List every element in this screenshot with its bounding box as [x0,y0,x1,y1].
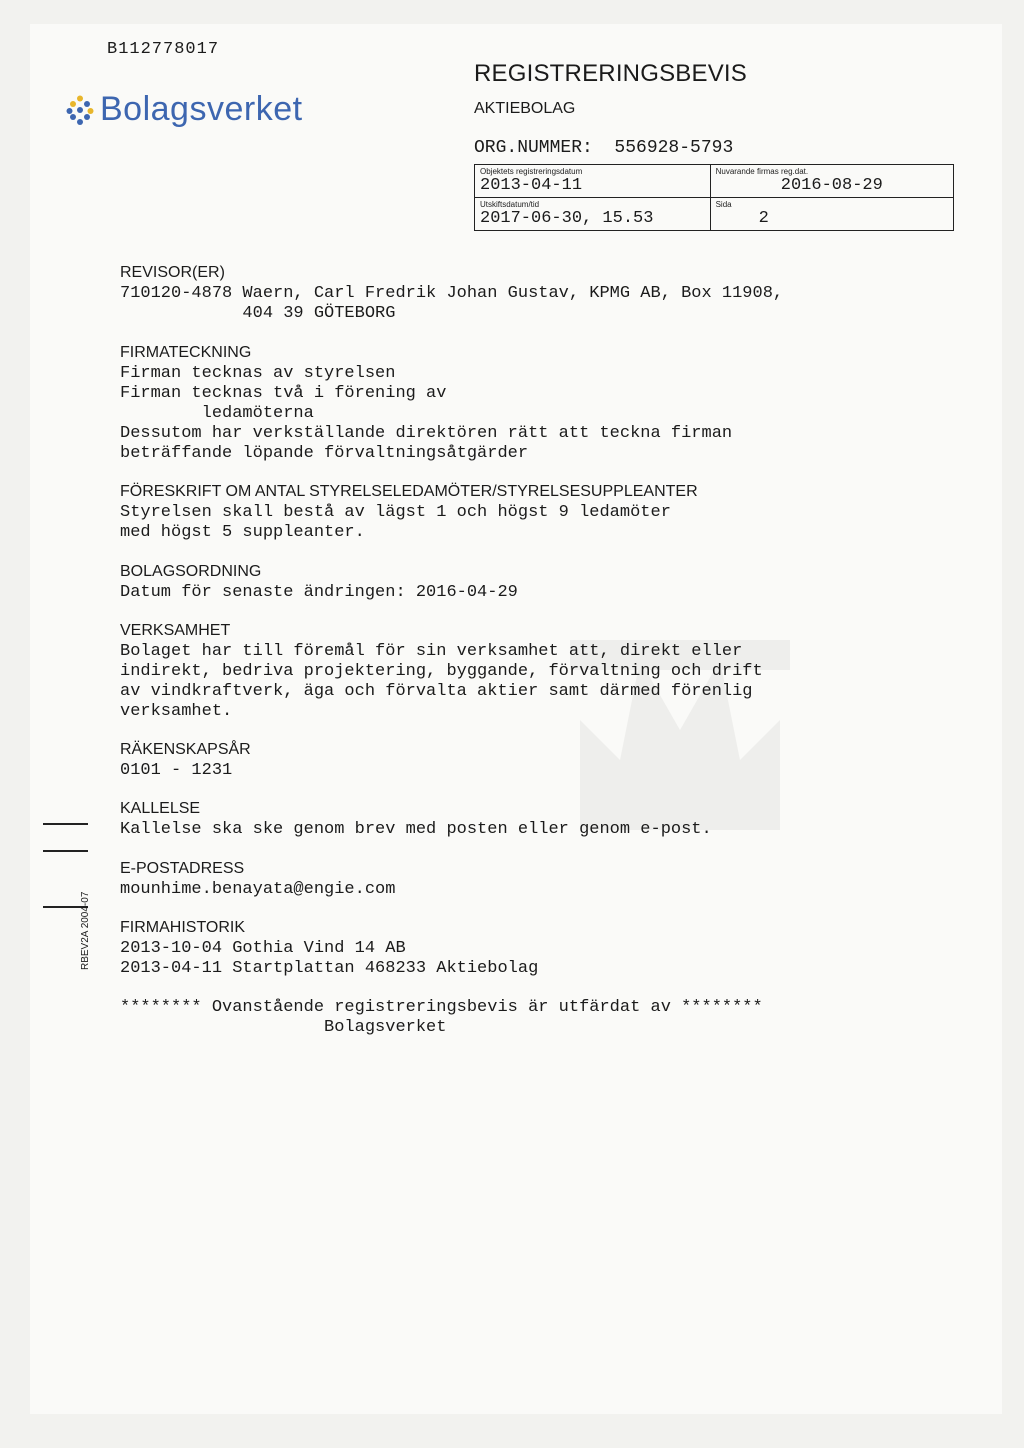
crown-watermark-icon [560,600,800,850]
closing-statement: ******** Ovanstående registreringsbevis är utfärdat av ******** Bolagsverket [120,998,763,1037]
bolagsverket-dots-icon [66,95,94,125]
document-number: B112778017 [107,40,220,59]
firmateckning-text: Firman tecknas av styrelsen Firman tecknas två i förening av ledamöterna Dessutom har verkställande direktören rätt att teckna firman beträffande löpande förvaltningsåtgärder [120,364,733,463]
registration-info-table [474,164,954,231]
form-code-area [80,690,100,990]
revisor-heading: REVISOR(ER) [120,264,225,281]
page-value: 2 [758,209,769,228]
epost-text: mounhime.benayata@engie.com [120,880,396,899]
rakenskapsar-heading: RÄKENSKAPSÅR [120,741,251,758]
firmahistorik-text: 2013-10-04 Gothia Vind 14 AB 2013-04-11 Startplattan 468233 Aktiebolag [120,939,539,978]
issued-label: Utskiftsdatum/tid [480,200,540,209]
verksamhet-text: Bolaget har till föremål för sin verksamhet att, direkt eller indirekt, bedriva projektering, byggande, förvaltning och drift av vindkraftverk, äga och förvalta aktier samt därmed förenlig verksamhet. [120,642,763,721]
bolagsverket-logo [66,90,303,129]
firmateckning-heading: FIRMATECKNING [120,344,252,361]
org-number: ORG.NUMMER: 556928-5793 [474,138,734,158]
rakenskapsar-text: 0101 - 1231 [120,761,233,780]
page-label: Sida [715,200,732,209]
document-subtitle: AKTIEBOLAG [474,100,576,117]
current-reg-date-label: Nuvarande firmas reg.dat. [715,167,809,176]
current-reg-date-value: 2016-08-29 [780,176,883,195]
firmahistorik-heading: FIRMAHISTORIK [120,919,246,936]
bolagsordning-text: Datum för senaste ändringen: 2016-04-29 [120,583,518,602]
registration-date-label: Objektets registreringsdatum [480,167,583,176]
revisor-text: 710120-4878 Waern, Carl Fredrik Johan Gustav, KPMG AB, Box 11908, 404 39 GÖTEBORG [120,284,784,323]
document-title: REGISTRERINGSBEVIS [474,60,747,87]
issued-cell [475,198,711,231]
page-cell [710,198,953,231]
logo-text: Bolagsverket [100,90,303,128]
kallelse-heading: KALLELSE [120,800,201,817]
foreskrift-text: Styrelsen skall bestå av lägst 1 och högst 9 ledamöter med högst 5 suppleanter. [120,503,671,542]
issued-value: 2017-06-30, 15.53 [480,209,654,228]
kallelse-text: Kallelse ska ske genom brev med posten eller genom e-post. [120,820,712,839]
bolagsordning-heading: BOLAGSORDNING [120,563,262,580]
current-reg-date-cell [710,165,953,198]
registration-date-cell [475,165,711,198]
foreskrift-heading: FÖRESKRIFT OM ANTAL STYRELSELEDAMÖTER/STYRELSESUPPLEANTER [120,483,698,500]
verksamhet-heading: VERKSAMHET [120,622,231,639]
registration-date-value: 2013-04-11 [480,176,583,195]
epost-heading: E-POSTADRESS [120,860,245,877]
form-code: RBEV2A 2004-07 [80,891,91,970]
